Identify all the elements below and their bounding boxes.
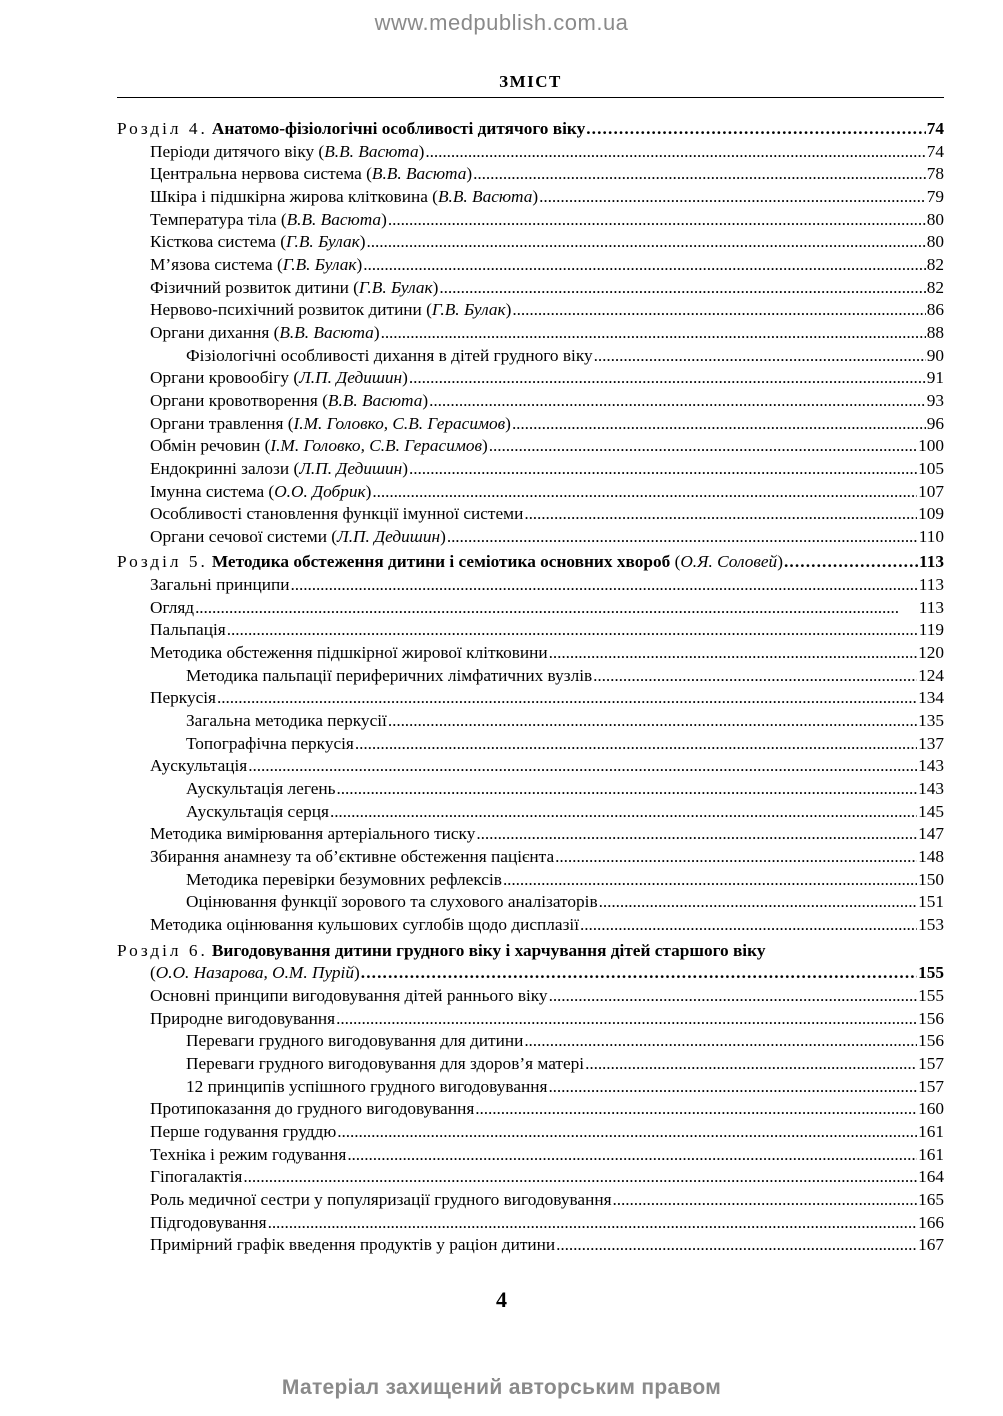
page-ref: 91 [926,368,944,388]
page-ref: 110 [918,526,944,546]
entry-title: Органи травлення ( [150,413,294,433]
dot-leader [475,1098,917,1121]
toc-entry[interactable] [117,503,944,526]
entry-title: Шкіра і підшкірна жирова клітковина ( [150,186,438,206]
toc-entry[interactable] [117,141,944,164]
toc-entry[interactable] [117,367,944,390]
page-ref: 157 [918,1076,944,1096]
dot-leader [447,526,918,549]
entry-title: Методика пальпації периферичних лімфатичних вузлів [186,665,593,685]
dot-leader [291,574,918,597]
toc-entry[interactable] [117,413,944,436]
toc-entry[interactable] [117,985,944,1008]
entry-title: Методика вимірювання артеріального тиску [150,824,476,844]
entry-title: Фізичний розвиток дитини ( [150,277,359,297]
entry-author: Г.В. Булак [282,254,357,274]
dot-leader [512,299,925,322]
page-ref: 160 [918,1099,944,1119]
entry-close: ) [422,390,429,410]
toc-section-6-continued[interactable] [117,962,944,985]
entry-author: О.О. Добрик [274,481,366,501]
entry-title: Загальна методика перкусії [186,711,387,731]
toc-section-5[interactable] [117,551,944,574]
dot-leader [388,710,917,733]
toc-entry[interactable] [117,526,944,549]
toc-entry[interactable] [117,209,944,232]
dot-leader [512,413,926,436]
entry-title: Загальні принципи [150,575,290,595]
entry-title: Органи сечової системи ( [150,526,338,546]
section-label: Розділ 5. [117,552,208,572]
toc-entry[interactable] [117,458,944,481]
dot-leader [593,665,917,688]
entry-title: Природне вигодовування [150,1008,336,1028]
page-ref: 80 [926,209,944,229]
toc-entry[interactable] [117,254,944,277]
page-ref: 155 [918,963,944,983]
page-ref: 148 [918,847,944,866]
entry-close: ) [440,526,446,546]
dot-leader [586,118,925,141]
toc-entry[interactable] [117,1189,944,1212]
entry-title: Топографічна перкусія [186,733,354,753]
dot-leader [599,891,917,914]
entry-title: Протипоказання до грудного вигодовування [150,1099,475,1119]
toc-subentry[interactable] [117,1076,944,1099]
entry-close: ) [373,322,380,342]
page-ref: 113 [918,597,944,617]
page-ref: 120 [918,643,944,663]
page-ref: 90 [926,345,944,365]
toc-entry[interactable] [117,846,944,869]
entry-title: 12 принципів успішного грудного вигодовування [186,1076,548,1096]
entry-title: М’язова система ( [150,254,283,274]
toc-entry[interactable] [117,687,944,710]
toc-entry[interactable] [117,1144,944,1167]
entry-author: В.В. Васюта [437,186,533,206]
page-ref: 156 [918,1008,944,1028]
toc-subentry[interactable] [117,869,944,892]
table-of-contents [117,118,944,1257]
toc-entry[interactable] [117,1212,944,1235]
entry-title: Фізіологічні особливості дихання в дітей грудного віку [186,345,593,365]
page-ref: 88 [926,322,944,342]
dot-leader [381,322,926,345]
entry-author: Г.В. Булак [286,232,360,252]
toc-section-6[interactable] [117,940,944,963]
entry-title: Органи дихання ( [150,322,280,342]
page-ref: 153 [918,914,944,934]
toc-entry[interactable] [117,322,944,345]
dot-leader [429,390,926,413]
entry-close: ) [432,277,439,297]
page-ref: 82 [926,254,944,274]
entry-title: Переваги грудного вигодовування для дитини [186,1031,524,1051]
page-ref: 164 [918,1167,944,1187]
page-ref: 147 [918,824,944,844]
toc-entry[interactable] [117,1166,944,1189]
section-author: О.Я. Соловей [680,552,778,572]
entry-author: В.В. Васюта [279,322,374,342]
dot-leader [337,1121,917,1144]
entry-close: ) [402,458,408,478]
page-ref: 100 [918,436,944,456]
toc-entry[interactable] [117,619,944,642]
dot-leader [524,503,917,526]
toc-entry[interactable] [117,186,944,209]
entry-author: Л.П. Дедишин [299,458,403,478]
entry-author: І.М. Головко, С.В. Герасимов [293,413,506,433]
page-ref: 124 [918,665,944,685]
entry-title: Основні принципи вигодовування дітей раннього віку [150,985,548,1005]
entry-author: В.В. Васюта [286,209,382,229]
page-ref: 93 [926,390,944,410]
toc-entry[interactable] [117,574,944,597]
dot-leader [268,1212,918,1235]
dot-leader [539,186,926,209]
dot-leader [217,687,917,710]
page-ref: 105 [918,458,944,478]
entry-title: Пальпація [150,620,226,640]
toc-entry[interactable] [117,823,944,846]
toc-entry[interactable] [117,914,944,937]
entry-author: В.В. Васюта [324,141,419,161]
header-divider [117,97,944,98]
page-ref: 119 [918,620,944,640]
entry-title: Обмін речовин ( [150,436,271,456]
entry-close: ) [402,368,408,388]
toc-section-4[interactable] [117,118,944,141]
page-ref: 80 [926,232,944,252]
page-ref: 161 [918,1121,944,1141]
page-ref: 137 [918,733,944,753]
dot-leader [248,755,917,778]
toc-entry[interactable] [117,277,944,300]
dot-leader [195,597,918,620]
page-ref: 96 [926,413,944,433]
entry-author: І.М. Головко, С.В. Герасимов [270,436,483,456]
dot-leader [439,277,925,300]
entry-title: Перше годування груддю [150,1121,337,1141]
entry-title: Оцінювання функції зорового та слухового аналізаторів [186,892,598,912]
entry-author: В.В. Васюта [371,164,467,184]
toc-entry[interactable] [117,299,944,322]
toc-entry[interactable] [117,435,944,458]
entry-title: Ендокринні залози ( [150,458,300,478]
toc-subentry[interactable] [117,801,944,824]
page-ref: 78 [926,164,944,184]
page-ref: 82 [926,277,944,297]
entry-title: Роль медичної сестри у популяризації грудного вигодовування [150,1189,612,1209]
entry-close: ) [482,436,488,456]
section-title: Вигодовування дитини грудного віку і харчування дітей старшого віку [211,940,766,960]
toc-entry[interactable] [117,1234,944,1257]
entry-close: ) [505,413,511,433]
toc-entry[interactable] [117,1121,944,1144]
dot-leader [549,985,918,1008]
page-ref: 113 [919,552,944,572]
entry-title: Особливості становлення функції імунної системи [150,504,524,524]
page-ref: 151 [918,892,944,912]
dot-leader [425,141,925,164]
dot-leader [372,481,917,504]
dot-leader [409,458,917,481]
toc-entry[interactable] [117,390,944,413]
entry-close: ) [505,300,512,320]
dot-leader [476,823,917,846]
entry-title: Техніка і режим годування [150,1144,347,1164]
entry-author: Г.В. Булак [431,300,506,320]
entry-title: Збирання анамнезу та об’єктивне обстеження пацієнта [150,847,555,866]
dot-leader [337,778,918,801]
dot-leader [355,733,917,756]
entry-title: Підгодовування [150,1212,267,1232]
page-number: 4 [496,1287,507,1312]
page-ref: 86 [926,300,944,320]
dot-leader [784,551,918,574]
section-title: Анатомо-фізіологічні особливості дитячого віку [211,119,586,138]
page-ref: 166 [918,1212,944,1232]
dot-leader [367,231,926,254]
toc-entry[interactable] [117,642,944,665]
dot-leader [580,914,917,937]
dot-leader [347,1144,917,1167]
toc-subentry[interactable] [117,1030,944,1053]
entry-title: Органи кровообігу ( [150,368,300,388]
page-title: ЗМІСТ [499,72,562,91]
entry-close: ) [418,141,425,161]
page-ref: 113 [918,575,944,595]
entry-close: ) [532,186,539,206]
entry-author: Л.П. Дедишин [337,526,441,546]
page-ref: 143 [918,756,944,776]
section-label: Розділ 4. [117,119,208,138]
toc-subentry[interactable] [117,778,944,801]
dot-leader [336,1008,917,1031]
section-author: О.О. Назарова, О.М. Пурій [155,963,354,983]
dot-leader [361,962,917,985]
page-ref: 107 [918,481,944,501]
entry-title: Органи кровотворення ( [150,390,328,410]
author-close: ) [777,552,783,572]
page-ref: 143 [918,779,944,799]
dot-leader [548,1076,917,1099]
entry-title: Температура тіла ( [150,209,287,229]
toc-entry[interactable] [117,597,944,620]
entry-title: Перкусія [150,688,217,708]
entry-title: Аускультація серця [186,801,329,821]
dot-leader [556,1234,917,1257]
page-ref: 74 [926,141,944,161]
page-ref: 161 [918,1144,944,1164]
entry-author: Л.П. Дедишин [299,368,403,388]
toc-subentry[interactable] [117,710,944,733]
entry-title: Періоди дитячого віку ( [150,141,325,161]
toc-entry[interactable] [117,231,944,254]
dot-leader [227,619,918,642]
entry-title: Кісткова система ( [150,232,287,252]
entry-title: Нервово-психічний розвиток дитини ( [150,300,432,320]
toc-entry[interactable] [117,481,944,504]
section-label: Розділ 6. [117,940,208,960]
entry-close: ) [356,254,363,274]
page-ref: 165 [918,1189,944,1209]
dot-leader [363,254,926,277]
dot-leader [555,846,917,869]
entry-close: ) [365,481,372,501]
copyright-watermark: Матеріал захищений авторським правом [281,1376,722,1399]
toc-entry[interactable] [117,1008,944,1031]
entry-title: Аускультація [150,756,248,776]
page-ref: 156 [918,1031,944,1051]
entry-title: Переваги грудного вигодовування для здоров’я матері [186,1053,585,1073]
page-ref: 79 [926,186,944,206]
entry-title: Гіпогалактія [150,1167,243,1187]
page-ref: 167 [918,1235,944,1255]
entry-close: ) [359,232,366,252]
entry-author: В.В. Васюта [327,390,423,410]
toc-entry[interactable] [117,755,944,778]
author-close: ) [353,963,360,983]
page-ref: 135 [918,711,944,731]
toc-subentry[interactable] [117,665,944,688]
dot-leader [243,1166,917,1189]
dot-leader [503,869,917,892]
entry-title: Примірний графік введення продуктів у раціон дитини [150,1235,556,1255]
entry-title: Імунна система ( [150,481,275,501]
page-ref: 109 [918,504,944,524]
entry-title: Методика обстеження підшкірної жирової клітковини [150,643,548,663]
entry-title: Огляд [150,597,195,617]
dot-leader [585,1053,917,1076]
entry-title: Центральна нервова система ( [150,164,372,184]
entry-author: Г.В. Булак [358,277,433,297]
toc-entry[interactable] [117,1098,944,1121]
entry-close: ) [381,209,387,229]
toc-subentry[interactable] [117,1053,944,1076]
page-ref: 157 [918,1053,944,1073]
entry-close: ) [466,164,473,184]
entry-title: Аускультація легень [186,779,336,799]
page-ref: 74 [926,119,944,138]
dot-leader [473,163,926,186]
dot-leader [489,435,917,458]
page-ref: 145 [918,801,944,821]
dot-leader [613,1189,918,1212]
toc-subentry[interactable] [117,733,944,756]
page-ref: 150 [918,869,944,889]
page-ref: 134 [918,688,944,708]
toc-subentry[interactable] [117,345,944,368]
section-title: Методика обстеження дитини і семіотика основних хвороб [211,552,671,572]
dot-leader [409,367,926,390]
page-ref: 155 [918,985,944,1005]
entry-title: Методика оцінювання кульшових суглобів щодо дисплазії [150,914,580,934]
dot-leader [388,209,926,232]
dot-leader [549,642,917,665]
author-open: ( [670,552,681,572]
dot-leader [330,801,917,824]
dot-leader [524,1030,917,1053]
dot-leader [594,345,926,368]
toc-entry[interactable] [117,163,944,186]
site-url-watermark: www.medpublish.com.ua [374,10,629,35]
entry-title: Методика перевірки безумовних рефлексів [186,869,502,889]
toc-subentry[interactable] [117,891,944,914]
author-open: ( [150,963,156,983]
